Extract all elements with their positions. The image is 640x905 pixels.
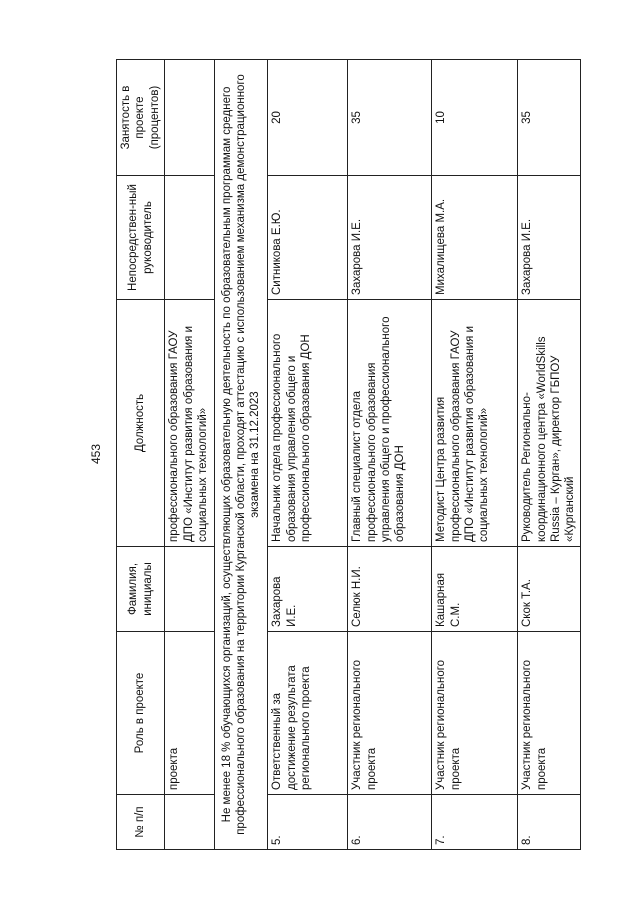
cell-num: 8. [518, 795, 581, 850]
cell-num: 6. [348, 795, 432, 850]
cell-name: Захарова И.Е. [268, 547, 348, 632]
cell-workload: 35 [518, 60, 581, 176]
cell-num [165, 795, 215, 850]
cell-role: Участник регионального проекта [348, 632, 432, 795]
cell-name: Селюк Н.И. [348, 547, 432, 632]
cell-role: Участник регионального проекта [432, 632, 518, 795]
header-position: Должность [117, 300, 165, 547]
cell-workload: 35 [348, 60, 432, 176]
header-supervisor: Непосредствен-ный руководитель [117, 176, 165, 300]
cell-position: Главный специалист отдела профессионального образования управления общего и профессионального образования ДОН [348, 300, 432, 547]
header-num: № п/п [117, 795, 165, 850]
cell-position: профессионального образования ГАОУ ДПО «Институт развития образования и социальных технологий» [165, 300, 215, 547]
section-row [215, 60, 268, 850]
header-role: Роль в проекте [117, 632, 165, 795]
rotated-table-container [116, 60, 577, 850]
cell-position: Руководитель Регионально-координационного центра «WorldSkills Russia – Курган», директор ГБПОУ «Курганский [518, 300, 581, 547]
table-row [518, 60, 581, 850]
cell-workload: 20 [268, 60, 348, 176]
project-team-table [116, 59, 581, 850]
cell-role: проекта [165, 632, 215, 795]
cell-num: 7. [432, 795, 518, 850]
table-header-row [117, 60, 165, 850]
cell-position: Начальник отдела профессионального образования управления общего и профессионального образования ДОН [268, 300, 348, 547]
cell-supervisor: Захарова И.Е. [348, 176, 432, 300]
section-text: Не менее 18 % обучающихся организаций, осуществляющих образовательную деятельность по образовательным программам среднего профессионального образования на территории Курганской области, проходят аттестацию с использованием механизма демонстрационного экзамена на 31.12.2023 [215, 60, 268, 850]
cell-workload [165, 60, 215, 176]
cell-role: Ответственный за достижение результата регионального проекта [268, 632, 348, 795]
cell-supervisor [165, 176, 215, 300]
table-row [348, 60, 432, 850]
cell-name: Скок Т.А. [518, 547, 581, 632]
header-workload: Занятость в проекте (процентов) [117, 60, 165, 176]
table-row [432, 60, 518, 850]
cell-name [165, 547, 215, 632]
table-row [268, 60, 348, 850]
cell-role: Участник регионального проекта [518, 632, 581, 795]
cell-name: Кашарная С.М. [432, 547, 518, 632]
header-name: Фамилия, инициалы [117, 547, 165, 632]
table-row-continuation [165, 60, 215, 850]
cell-supervisor: Захарова И.Е. [518, 176, 581, 300]
cell-workload: 10 [432, 60, 518, 176]
cell-position: Методист Центра развития профессионального образования ГАОУ ДПО «Институт развития образования и социальных технологий» [432, 300, 518, 547]
cell-num: 5. [268, 795, 348, 850]
cell-supervisor: Михалищева М.А. [432, 176, 518, 300]
page-number: 453 [89, 443, 103, 464]
cell-supervisor: Ситникова Е.Ю. [268, 176, 348, 300]
